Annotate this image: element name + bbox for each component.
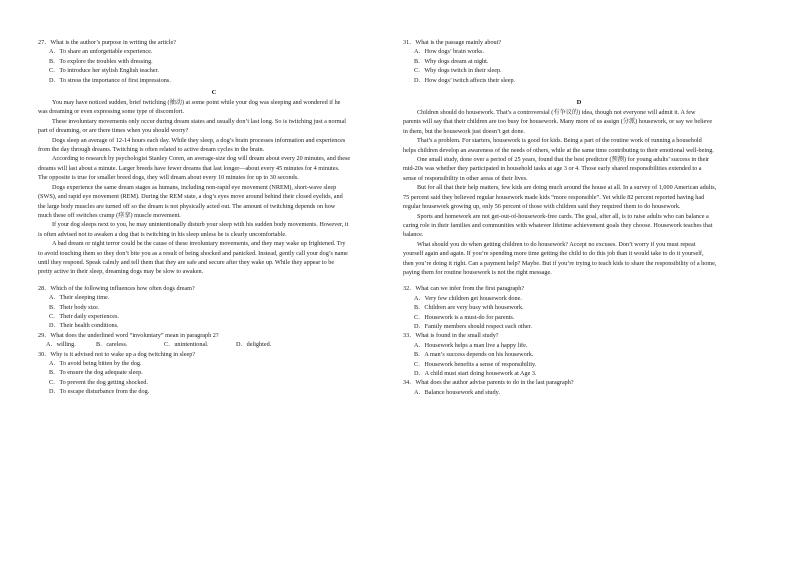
question-29 [38,331,390,350]
passage-c-line: If your dog sleeps next to you, he may unintentionally disturb your sleep with his sudden body movements. However, it [52,221,349,229]
question-32-option-d: D．Family members should respect each other. [414,322,532,330]
right-column [403,38,755,397]
question-32-option-c: C．Housework is a must-do for parents. [414,313,515,321]
passage-c-line: from the day through dreams. Twitching is often related to active dream cycles in the brain. [38,146,265,154]
passage-c-line: much these off switches cramp (痉挛) muscle movement. [38,211,181,219]
left-column [38,38,390,397]
question-28-option-a: A．Their sleeping time. [49,294,110,302]
question-31-option-d: D．How dogs’ twitch affects their sleep. [414,76,516,84]
passage-d-line: One small study, done over a period of 25 years, found that the best predictor (预测) for young adults’ success in their [417,156,710,164]
question-27-option-d: D．To stress the importance of first impressions. [49,76,171,84]
question-33-option-a: A．Housework helps a man live a happy life. [414,341,528,349]
passage-d-line: 75 percent said they believed regular housework made kids “more responsible”. Yet while 82 percent reported having had [403,193,705,201]
passage-c-line: A bad dream or night terror could be the cause of these involuntary movements, and they may wake up frightened. Try [52,240,346,248]
passage-c-line: The opposite is true for smaller breed dogs, they will dream about every 10 minutes for up to 30 seconds. [38,174,299,182]
question-28-stem: 28．Which of the following influences how often dogs dream? [38,284,195,292]
question-30-stem: 30．Why is it advised not to wake up a dog twitching in sleep? [38,350,196,358]
question-29-option-a: A．willing. [46,341,76,349]
question-30 [38,350,390,397]
question-28-option-c: C．Their daily experiences. [49,312,119,320]
question-28-option-d: D．Their health conditions. [49,322,119,330]
question-32 [403,284,755,331]
question-27-option-c: C．To introduce her stylish English teacher. [49,67,159,75]
passage-c-line: until they respond. Speak calmly and tell them that they are safe and secure after they wake up. While they appear to be [38,258,335,266]
question-31-stem: 31．What is the passage mainly about? [403,39,502,46]
question-29-options [38,340,390,349]
question-30-option-c: C．To prevent the dog getting shocked. [49,378,148,386]
passage-d-line: sense of responsibility in other areas of their lives. [403,174,528,182]
question-33-option-d: D．A child must start doing housework at Age 3. [414,370,537,377]
question-27-stem: 27．What is the author’s purpose in writing the article? [38,39,177,46]
question-30-option-b: B．To ensure the dog adequate sleep. [49,369,143,377]
question-27-option-b: B．To explore the troubles with dressing. [49,57,153,65]
question-34 [403,378,755,397]
passage-d-line: paying them for routine housework is not the right message. [403,268,552,276]
question-32-option-b: B．Children are very busy with housework. [414,304,524,312]
passage-d-line: That’s a problem. For starters, housework is good for kids. Being a part of the routine work of running a household [417,137,702,145]
passage-c-line: the large body muscles are turned off so the dream is not physically acted out. The amount of twitching depends on how [38,202,336,210]
passage-d [403,108,755,277]
question-27-option-a: A．To share an unforgettable experience. [49,48,153,56]
passage-c-line: part of dreaming, or are there times when you should worry? [38,127,189,135]
question-28-option-b: B．Their body size. [49,303,100,311]
question-29-option-d: D．delighted. [236,341,272,349]
passage-c-line: These involuntary movements only occur during dream states and usually don’t last long. So is twitching just a normal [52,117,346,125]
passage-c [38,98,390,277]
passage-c-line: Dogs sleep an average of 12-14 hours each day. While they sleep, a dog’s brain processes information and experiences [52,136,346,144]
passage-c-line: You may have noticed sudden, brief twitching (抽动) at some point while your dog was sleeping and wondered if he [52,99,341,107]
section-d-heading: D [576,99,582,107]
passage-d-line: yourself again and again. If you’re spending more time getting the child to do this job than it would take to do it yourself, [403,250,704,258]
question-27 [38,38,390,85]
passage-d-line: Children should do housework. That’s a controversial (有争议的) idea, though not everyone will admit it. A few [417,109,696,117]
question-33 [403,331,755,378]
section-c-heading: C [211,89,217,97]
question-30-option-d: D．To escape disturbance from the dog. [49,388,150,396]
question-29-stem: 29．What does the underlined word “involuntary” mean in paragraph 2? [38,331,219,339]
question-32-option-a: A．Very few children get housework done. [414,294,522,302]
question-29-option-b: B．careless. [96,341,128,349]
passage-d-line: parents will say that their children are too busy for housework. Many more of us assign (分派) housework, or say we believe [403,118,713,126]
question-31-option-a: A．How dogs’ brain works. [414,48,485,56]
passage-c-line: is often advised not to awaken a dog that is twitching in his sleep unless he is clearly uncomfortable. [38,230,287,238]
passage-c-line: dreams will last about a minute. Larger breeds have fewer dreams that last longer—about every 45 minutes for 4 minutes. [38,164,340,172]
passage-d-line: mid-20s was whether they participated in household tasks at age 3 or 4. Those early shared responsibilities extended to a [403,165,702,173]
passage-c-line: pretty active in their sleep, dreaming dogs may be slow to awaken. [38,268,204,276]
passage-c-line: was dreaming or even expressing some type of discomfort. [38,108,184,116]
passage-d-line: Sports and homework are not get-out-of-housework-free cards. The goal, after all, is to raise adults who can balance a [417,212,709,220]
passage-d-line: balance. [403,231,424,239]
passage-c-line: (SWS), and rapid eye movement (REM). During the REM state, a dog’s eyes move around behind their closed eyelids, and [38,193,343,201]
question-32-stem: 32．What can we infer from the first paragraph? [403,285,525,293]
question-28 [38,284,390,331]
question-34-stem: 34．What does the author advise parents to do in the last paragraph? [403,379,574,387]
question-30-option-a: A．To avoid being bitten by the dog. [49,360,142,367]
passage-d-line: regular housework growing up, only 56 percent of those with children said they required them to do housework. [403,203,681,211]
passage-d-line: But for all that their help matters, few kids are doing much around the house at all. In a survey of 1,000 American adults, [417,184,717,192]
question-33-option-b: B．A man’s success depends on his housework. [414,351,534,359]
passage-d-line: then you’re doing it right. Can a payment help? Maybe. But if you’re trying to teach kids to share the responsibility of a home, [403,259,717,267]
passage-c-line: According to research by psychologist Stanley Coren, an average-size dog will dream about every 20 minutes, and these [52,155,351,163]
question-31 [403,38,755,85]
passage-d-line: caring role in their families and communities with whatever lifetime achievement goals they choose. Housework teaches that [403,221,713,229]
question-31-option-c: C．Why dogs twitch in their sleep. [414,67,502,75]
question-33-stem: 33．What is found in the small study? [403,332,499,340]
question-29-option-c: C．unintentional. [164,341,209,349]
question-34-option-a: A．Balance housework and study. [414,388,500,396]
passage-c-line: to avoid touching them so they don’t bite you as a result of being shocked and panicked. Instead, gently call your dog’s name [38,249,348,257]
question-31-option-b: B．Why dogs dream at night. [414,57,489,65]
passage-d-line: in them, but the housework just doesn’t get done. [403,127,525,135]
question-33-option-c: C．Housework benefits a sense of responsibility. [414,360,537,368]
passage-d-line: helps children develop an awareness of the needs of others, while at the same time contributing to their emotional well-being. [403,146,714,154]
passage-d-line: What should you do when getting children to do housework? Accept no excuses. Don’t worry if you must repeat [417,240,696,248]
passage-c-line: Dogs experience the same dream stages as humans, including non-rapid eye movement (NREM), short-wave sleep [52,183,337,191]
